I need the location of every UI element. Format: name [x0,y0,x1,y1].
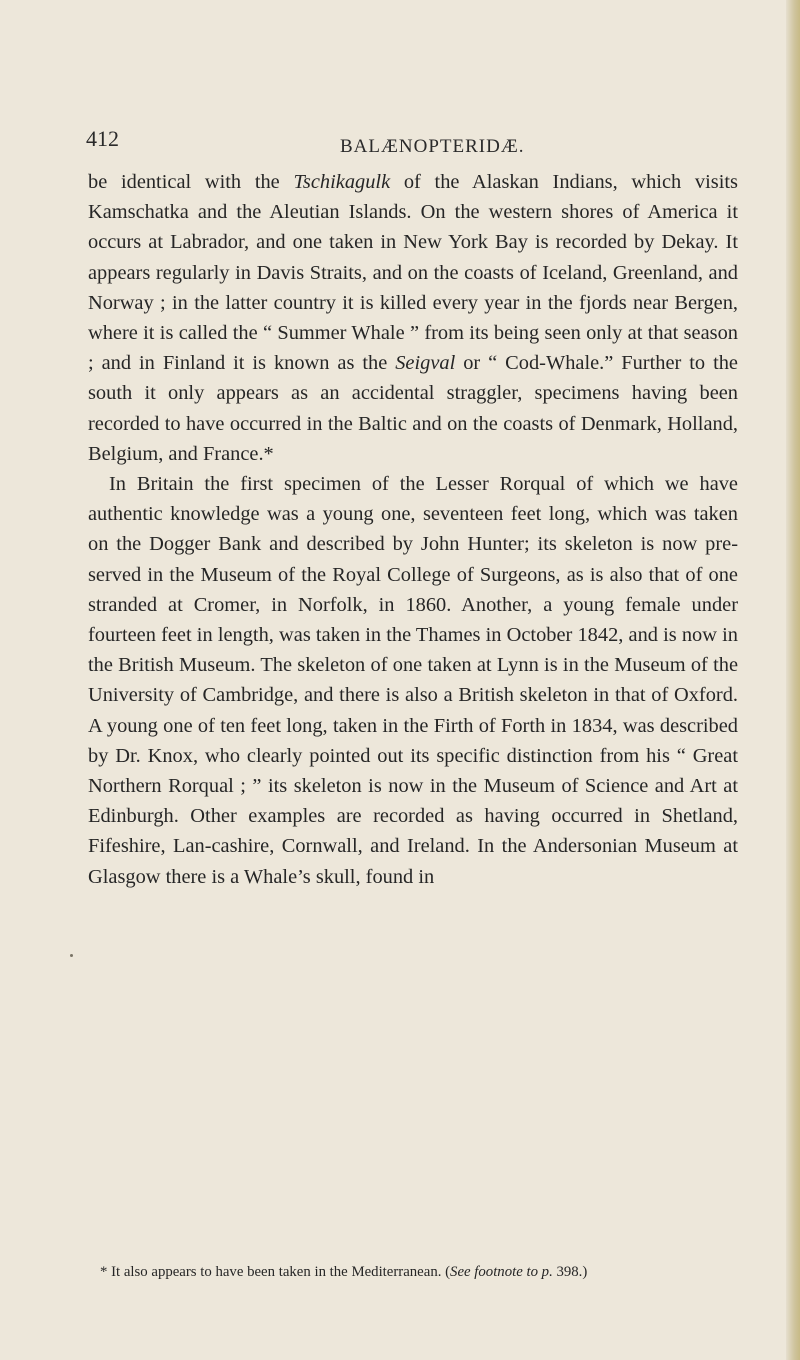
footnote [88,1262,738,1282]
italic-text: Tschikagulk [293,171,391,193]
page-edge [786,0,800,1360]
italic-text: See footnote to p. [450,1264,553,1280]
paragraph-1 [88,167,738,469]
paragraph-2 [88,469,738,892]
text-run: In Britain the first specimen of the Lesser Rorqual of which we have authentic knowledge was a young one, seventeen feet long, which was taken on the Dogger Bank and described by John Hunter; its skeleton is now pre-served in the Museum of the Royal College of Surgeons, as is also that of one stranded at Cromer, in Norfolk, in 1860. Another, a young female under fourteen feet in length, was taken in the Thames in October 1842, and is now in the British Museum. The skeleton of one taken at Lynn is in the Museum of the University of Cambridge, and there is also a British skeleton in that of Oxford. A young one of ten feet long, taken in the Firth of Forth in 1834, was described by Dr. Knox, who clearly pointed out its specific distinction from his “ Great Northern Rorqual ; ” its skeleton is now in the Museum of Science and Art at Edinburgh. Other examples are recorded as having occurred in Shetland, Fifeshire, Lan-cashire, Cornwall, and Ireland. In the Andersonian Museum at Glasgow there is a Whale’s skull, found in [88,473,738,888]
text-run: * It also appears to have been taken in the Mediterranean. ( [100,1264,451,1280]
body-text [88,167,738,892]
italic-text: Seigval [395,352,456,375]
text-run: or “ Cod-Whale.” Further to the south it only appears as an accidental straggler, specimens having been recorded to have occurred in the Baltic and on the coasts of Denmark, Holland, Belgium, and France.* [88,352,738,465]
text-run: be identical with the [88,171,294,193]
text-run: of the Alaskan Indians, which visits Kamschatka and the Aleutian Islands. On the western shores of America it occurs at Labrador, and one taken in New York Bay is recorded by Dekay. It appears regularly in Davis Straits, and on the coasts of Iceland, Greenland, and Norway ; in the latter country it is killed every year in the fjords near Bergen, where it is called the “ Summer Whale ” from its being seen only at that season ; and in Finland it is known as the [88,171,738,375]
running-title: BALÆNOPTERIDÆ. [340,136,525,157]
page-number: 412 [86,126,119,151]
text-run: 398.) [552,1264,588,1280]
ink-speck [70,954,73,957]
